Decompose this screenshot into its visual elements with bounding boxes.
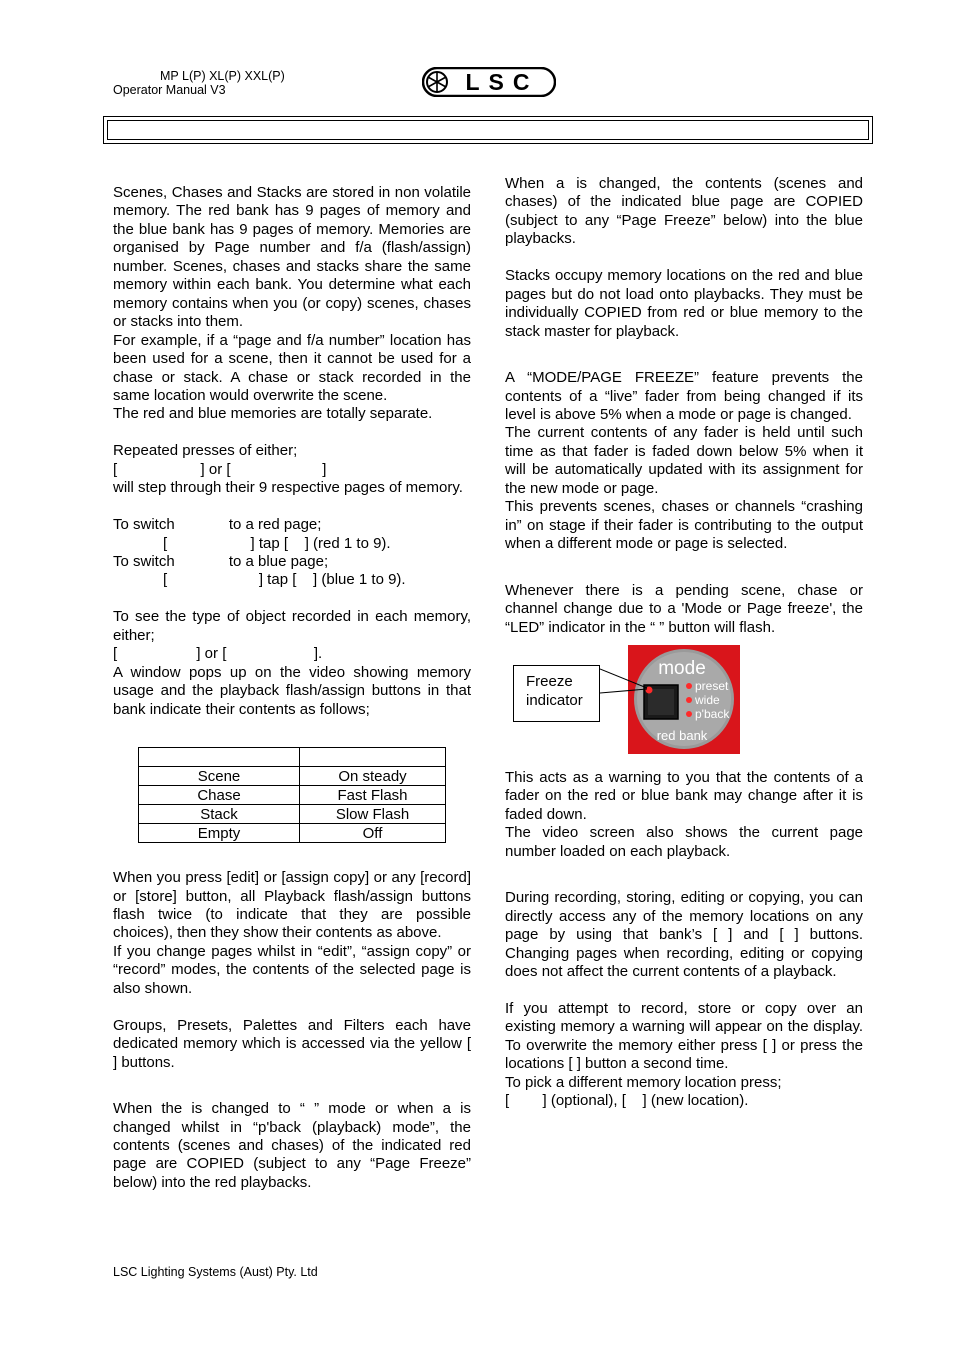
table-row xyxy=(139,805,446,824)
right-para-5: This prevents scenes, chases or channels “crashing in” on stage if their fader is contributing to the output when a different mode or page is selected. xyxy=(505,498,863,553)
freeze-label-line-1: Freeze xyxy=(526,672,573,690)
left-para-6: will step through their 9 respective pages of memory. xyxy=(113,479,463,497)
logo-text: LSC xyxy=(465,69,539,95)
left-para-3: The red and blue memories are totally separate. xyxy=(113,405,433,423)
mode-bank-label: red bank xyxy=(656,727,708,743)
freeze-indicator-label xyxy=(513,665,600,722)
table-row xyxy=(139,824,446,843)
left-para-13: A window pops up on the video showing memory usage and the playback flash/assign buttons in that bank indicate their contents as follows; xyxy=(113,663,471,718)
left-para-2: For example, if a “page and f/a number” location has been used for a scene, then it cannot be used for a chase or stack. A chase or stack recorded in the same location would overwrite the scene. xyxy=(113,331,471,404)
left-para-15: If you change pages whilst in “edit”, “assign copy” or “record” modes, the contents of the selected page is also shown. xyxy=(113,942,471,997)
right-para-9: During recording, storing, editing or copying, you can directly access any of the memory locations on any page by using that bank’s [ ] and [ ] buttons. Changing pages when recording, editing or copying does not affect the current contents of a playback. xyxy=(505,889,863,981)
table-cell: Slow Flash xyxy=(300,805,446,824)
table-cell: Off xyxy=(300,824,446,843)
mode-button-graphic xyxy=(628,645,740,754)
table-cell: Stack xyxy=(139,805,300,824)
right-para-4: The current contents of any fader is held until such time as that fader is faded down below 5% when it will be automatically updated with its assignment for the new mode or page. xyxy=(505,424,863,497)
left-para-12: [ ] or [ ]. xyxy=(113,645,323,663)
right-para-1: When a is changed, the contents (scenes and chases) of the indicated blue page are COPIED (subject to any “Page Freeze” below) into the blue playbacks. xyxy=(505,175,863,248)
left-para-9: To switch to a blue page; xyxy=(113,553,329,571)
right-para-12: [ ] (optional), [ ] (new location). xyxy=(505,1092,749,1110)
table-cell xyxy=(300,748,446,767)
right-para-6: Whenever there is a pending scene, chase or channel change due to a 'Mode or Page freeze', the “LED” indicator in the “ ” button will flash. xyxy=(505,581,863,636)
left-para-17: When the is changed to “ ” mode or when a is changed whilst in “p'back (playback) mode”, the contents (scenes and chases) of the indicated red page are COPIED (subject to any “Page Freeze” below) into the red playbacks. xyxy=(113,1100,471,1191)
table-row xyxy=(139,786,446,805)
freeze-pointer-line xyxy=(600,667,660,697)
right-column xyxy=(505,175,863,1111)
freeze-label-line-2: indicator xyxy=(526,691,583,709)
table-row xyxy=(139,767,446,786)
left-para-11: To see the type of object recorded in each memory, either; xyxy=(113,608,471,644)
mode-title: mode xyxy=(658,657,706,679)
left-para-4: Repeated presses of either; xyxy=(113,442,298,460)
left-para-16: Groups, Presets, Palettes and Filters each have dedicated memory which is accessed via the yellow [ ] buttons. xyxy=(113,1016,471,1071)
memory-contents-table xyxy=(138,747,446,843)
table-cell: On steady xyxy=(300,767,446,786)
lsc-logo xyxy=(422,67,556,97)
mode-button-image xyxy=(628,645,740,754)
left-para-1: Scenes, Chases and Stacks are stored in non volatile memory. The red bank has 9 pages of memory and the blue bank has 9 pages of memory. Memories are organised by Page number and f/a (flash/assign) number. Scenes, chases and stacks share the same memory within each bank. You determine what each memory contains when you (or copy) scenes, chases or stacks into them. xyxy=(113,184,471,331)
right-para-10: If you attempt to record, store or copy over an existing memory a warning will appear on the display. To overwrite the memory either press [ ] or press the locations [ ] button a second time. xyxy=(505,999,863,1073)
left-para-7: To switch to a red page; xyxy=(113,516,322,534)
right-para-3: A “MODE/PAGE FREEZE” feature prevents the contents of a “live” fader from being changed if its level is above 5% when a mode or page is changed. xyxy=(505,369,863,423)
freeze-indicator-figure xyxy=(505,645,863,769)
right-para-7: This acts as a warning to you that the contents of a fader on the red or blue bank may change after it is faded down. xyxy=(505,768,863,823)
left-para-14: When you press [edit] or [assign copy] or any [record] or [store] button, all Playback flash/assign buttons flash twice (to indicate that they are possible choices), then they show their contents as above. xyxy=(113,869,471,942)
mode-item-wide: wide xyxy=(695,692,720,707)
header-manual: Operator Manual V3 xyxy=(113,83,226,97)
section-title-box xyxy=(103,116,873,144)
table-cell: Fast Flash xyxy=(300,786,446,805)
left-para-5: [ ] or [ ] xyxy=(113,460,327,478)
mode-item-pback: p'back xyxy=(695,706,730,721)
left-para-8: [ ] tap [ ] (red 1 to 9). xyxy=(163,534,391,552)
table-cell: Empty xyxy=(139,824,300,843)
table-cell: Scene xyxy=(139,767,300,786)
right-para-2: Stacks occupy memory locations on the red and blue pages but do not load onto playbacks. They must be individually COPIED from red or blue memory to the stack master for playback. xyxy=(505,267,863,340)
left-para-10: [ ] tap [ ] (blue 1 to 9). xyxy=(163,571,406,589)
footer-company: LSC Lighting Systems (Aust) Pty. Ltd xyxy=(113,1265,318,1279)
mode-item-preset: preset xyxy=(695,678,729,693)
left-column xyxy=(113,184,471,1192)
table-cell xyxy=(139,748,300,767)
table-header-row xyxy=(139,748,446,767)
table-cell: Chase xyxy=(139,786,300,805)
right-para-11: To pick a different memory location press; xyxy=(505,1073,782,1091)
right-para-8: The video screen also shows the current page number loaded on each playback. xyxy=(505,824,863,860)
header-model: MP L(P) XL(P) XXL(P) xyxy=(160,69,285,83)
